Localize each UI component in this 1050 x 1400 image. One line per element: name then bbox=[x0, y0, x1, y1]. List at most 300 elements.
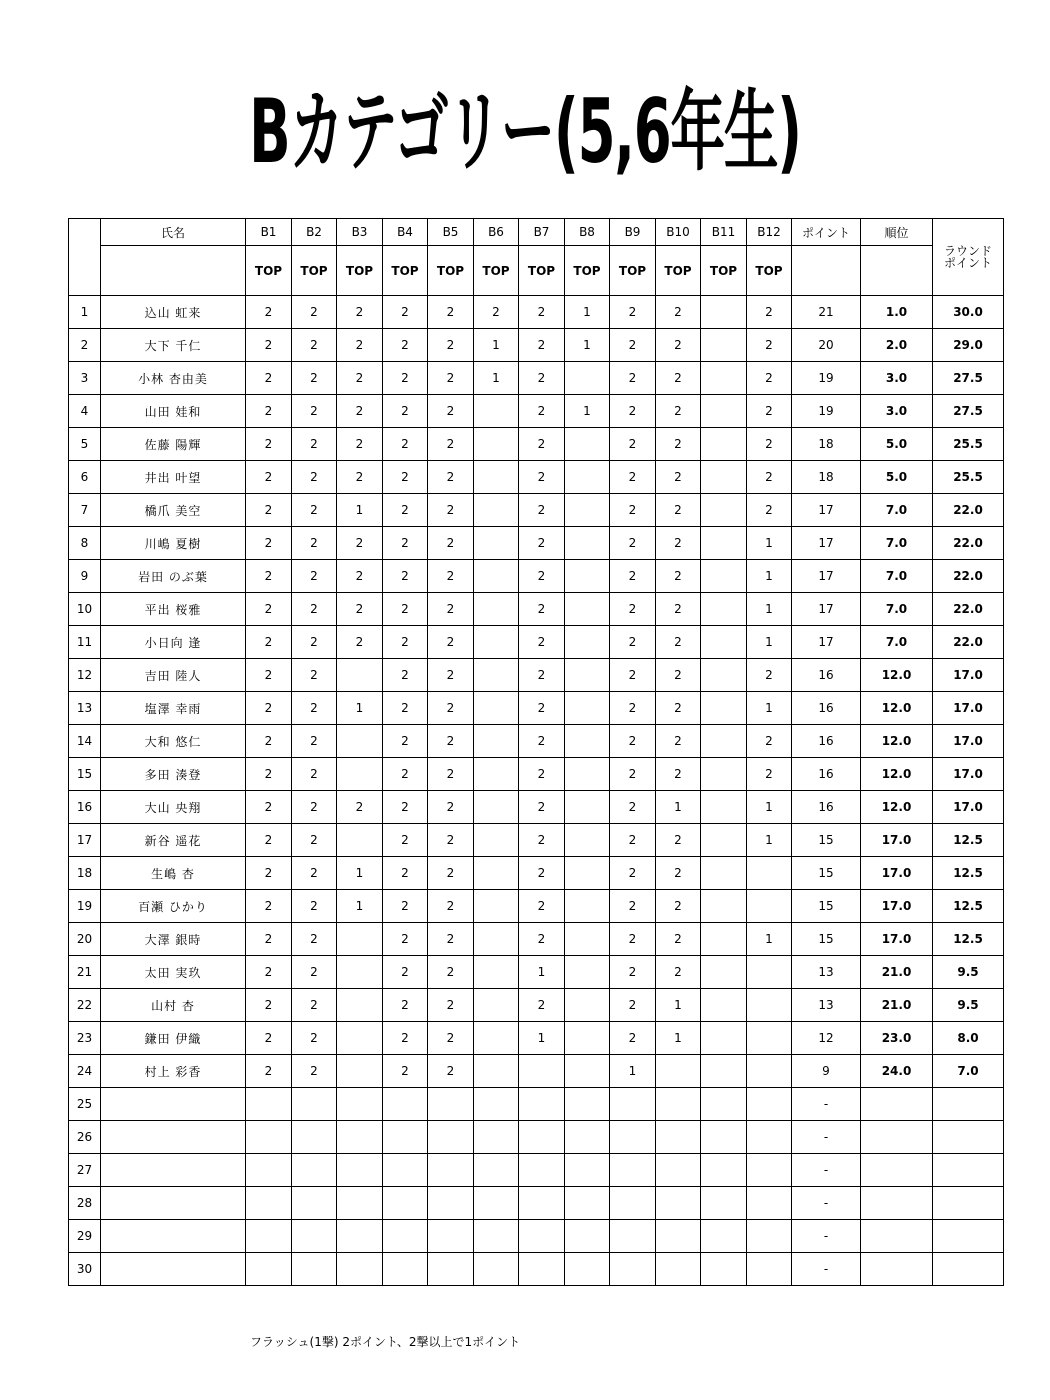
round-points-cell: 12.5 bbox=[933, 890, 1004, 923]
score-cell: 2 bbox=[610, 989, 656, 1022]
score-cell: 2 bbox=[656, 560, 701, 593]
header-points: ポイント bbox=[792, 219, 861, 246]
table-row bbox=[69, 1088, 1004, 1121]
round-points-cell bbox=[933, 1121, 1004, 1154]
score-cell bbox=[701, 1121, 747, 1154]
score-cell: 2 bbox=[656, 527, 701, 560]
climber-name: 大澤 銀時 bbox=[101, 923, 246, 956]
score-cell: 2 bbox=[747, 725, 792, 758]
score-cell: 2 bbox=[656, 725, 701, 758]
score-cell: 2 bbox=[610, 461, 656, 494]
score-cell: 2 bbox=[656, 692, 701, 725]
row-number: 22 bbox=[69, 989, 101, 1022]
score-cell bbox=[565, 1187, 610, 1220]
round-points-cell: 22.0 bbox=[933, 494, 1004, 527]
score-cell bbox=[474, 1187, 519, 1220]
points-cell: - bbox=[792, 1187, 861, 1220]
score-cell: 1 bbox=[337, 890, 383, 923]
score-cell bbox=[428, 1187, 474, 1220]
score-cell bbox=[383, 1154, 428, 1187]
points-cell: 17 bbox=[792, 494, 861, 527]
score-cell: 1 bbox=[519, 956, 565, 989]
score-cell bbox=[292, 1253, 337, 1286]
score-cell: 2 bbox=[337, 362, 383, 395]
row-number: 16 bbox=[69, 791, 101, 824]
score-cell bbox=[565, 626, 610, 659]
round-points-cell: 7.0 bbox=[933, 1055, 1004, 1088]
score-cell bbox=[474, 725, 519, 758]
score-cell: 2 bbox=[383, 758, 428, 791]
score-cell bbox=[747, 857, 792, 890]
climber-name: 山村 杏 bbox=[101, 989, 246, 1022]
header-round-points-line1: ラウンド bbox=[943, 244, 992, 258]
score-cell bbox=[565, 560, 610, 593]
score-cell bbox=[337, 1088, 383, 1121]
rank-cell bbox=[861, 1220, 933, 1253]
score-cell: 2 bbox=[292, 593, 337, 626]
score-cell: 2 bbox=[428, 758, 474, 791]
score-cell: 2 bbox=[428, 626, 474, 659]
row-number: 14 bbox=[69, 725, 101, 758]
score-cell: 2 bbox=[428, 428, 474, 461]
header-problem-b4: B4 bbox=[383, 219, 428, 246]
score-cell bbox=[246, 1187, 292, 1220]
rank-cell: 12.0 bbox=[861, 725, 933, 758]
score-cell: 2 bbox=[519, 461, 565, 494]
round-points-cell: 12.5 bbox=[933, 824, 1004, 857]
score-cell: 2 bbox=[246, 857, 292, 890]
score-cell bbox=[565, 857, 610, 890]
score-cell bbox=[701, 593, 747, 626]
score-cell bbox=[701, 758, 747, 791]
score-cell bbox=[246, 1154, 292, 1187]
score-cell: 2 bbox=[519, 725, 565, 758]
score-cell: 2 bbox=[292, 1022, 337, 1055]
score-cell: 2 bbox=[246, 395, 292, 428]
rank-cell: 21.0 bbox=[861, 989, 933, 1022]
score-cell: 2 bbox=[656, 923, 701, 956]
score-cell bbox=[701, 560, 747, 593]
round-points-cell: 27.5 bbox=[933, 362, 1004, 395]
score-cell bbox=[565, 1220, 610, 1253]
score-cell: 2 bbox=[428, 956, 474, 989]
round-points-cell bbox=[933, 1154, 1004, 1187]
score-cell: 2 bbox=[610, 362, 656, 395]
score-cell: 2 bbox=[519, 527, 565, 560]
score-cell: 1 bbox=[474, 329, 519, 362]
score-cell: 2 bbox=[292, 824, 337, 857]
score-cell: 2 bbox=[383, 791, 428, 824]
score-cell: 2 bbox=[246, 791, 292, 824]
table-row bbox=[69, 659, 1004, 692]
score-cell: 2 bbox=[519, 593, 565, 626]
score-cell bbox=[701, 1088, 747, 1121]
score-cell: 2 bbox=[292, 494, 337, 527]
points-cell: 17 bbox=[792, 560, 861, 593]
score-cell: 2 bbox=[246, 692, 292, 725]
score-cell: 1 bbox=[747, 626, 792, 659]
score-cell bbox=[747, 1220, 792, 1253]
score-cell bbox=[701, 1220, 747, 1253]
score-cell: 2 bbox=[292, 791, 337, 824]
score-cell bbox=[701, 1187, 747, 1220]
score-cell: 2 bbox=[292, 560, 337, 593]
score-cell bbox=[610, 1154, 656, 1187]
score-cell bbox=[474, 461, 519, 494]
score-cell: 2 bbox=[519, 989, 565, 1022]
round-points-cell: 17.0 bbox=[933, 791, 1004, 824]
score-cell: 2 bbox=[246, 1055, 292, 1088]
points-cell: 15 bbox=[792, 824, 861, 857]
score-cell: 2 bbox=[519, 758, 565, 791]
score-cell bbox=[565, 659, 610, 692]
climber-name: 大山 央翔 bbox=[101, 791, 246, 824]
score-cell: 2 bbox=[246, 725, 292, 758]
score-cell bbox=[701, 1055, 747, 1088]
score-cell: 2 bbox=[383, 1055, 428, 1088]
row-number: 8 bbox=[69, 527, 101, 560]
score-cell: 2 bbox=[246, 659, 292, 692]
score-cell: 2 bbox=[383, 527, 428, 560]
score-cell: 1 bbox=[747, 560, 792, 593]
score-cell bbox=[337, 758, 383, 791]
climber-name: 川嶋 夏樹 bbox=[101, 527, 246, 560]
score-cell: 2 bbox=[383, 296, 428, 329]
score-cell: 1 bbox=[747, 824, 792, 857]
score-cell: 2 bbox=[747, 659, 792, 692]
score-cell bbox=[565, 461, 610, 494]
score-cell bbox=[701, 956, 747, 989]
score-cell bbox=[337, 1154, 383, 1187]
score-cell bbox=[337, 989, 383, 1022]
table-row bbox=[69, 1187, 1004, 1220]
score-cell bbox=[656, 1220, 701, 1253]
score-cell bbox=[292, 1088, 337, 1121]
header-problem-b12: B12 bbox=[747, 219, 792, 246]
rank-cell: 12.0 bbox=[861, 791, 933, 824]
score-cell: 2 bbox=[246, 593, 292, 626]
row-number: 27 bbox=[69, 1154, 101, 1187]
points-cell: 21 bbox=[792, 296, 861, 329]
score-cell: 2 bbox=[383, 989, 428, 1022]
row-number: 12 bbox=[69, 659, 101, 692]
points-cell: 19 bbox=[792, 395, 861, 428]
climber-name: 吉田 陸人 bbox=[101, 659, 246, 692]
score-cell bbox=[701, 923, 747, 956]
row-number: 24 bbox=[69, 1055, 101, 1088]
score-cell: 2 bbox=[610, 659, 656, 692]
row-number: 21 bbox=[69, 956, 101, 989]
score-cell: 2 bbox=[428, 692, 474, 725]
score-cell: 1 bbox=[747, 593, 792, 626]
rank-cell: 17.0 bbox=[861, 857, 933, 890]
score-cell bbox=[747, 989, 792, 1022]
table-row bbox=[69, 857, 1004, 890]
score-cell bbox=[337, 1253, 383, 1286]
climber-name: 小日向 逢 bbox=[101, 626, 246, 659]
score-cell bbox=[474, 824, 519, 857]
score-cell: 2 bbox=[337, 527, 383, 560]
score-cell bbox=[474, 890, 519, 923]
score-cell bbox=[337, 725, 383, 758]
rank-cell: 17.0 bbox=[861, 890, 933, 923]
row-number: 20 bbox=[69, 923, 101, 956]
score-cell bbox=[337, 1121, 383, 1154]
score-cell bbox=[565, 1253, 610, 1286]
score-cell: 2 bbox=[428, 725, 474, 758]
score-cell: 2 bbox=[383, 428, 428, 461]
score-cell bbox=[474, 956, 519, 989]
score-cell: 2 bbox=[428, 824, 474, 857]
score-cell: 2 bbox=[656, 593, 701, 626]
score-cell bbox=[701, 791, 747, 824]
score-cell: 2 bbox=[610, 428, 656, 461]
score-cell bbox=[519, 1187, 565, 1220]
score-cell: 2 bbox=[610, 791, 656, 824]
climber-name: 山田 娃和 bbox=[101, 395, 246, 428]
score-cell bbox=[428, 1154, 474, 1187]
row-number: 23 bbox=[69, 1022, 101, 1055]
points-cell: 18 bbox=[792, 428, 861, 461]
score-cell: 2 bbox=[246, 824, 292, 857]
score-cell bbox=[246, 1088, 292, 1121]
score-cell bbox=[701, 296, 747, 329]
header-row-problems bbox=[69, 219, 1004, 246]
score-cell bbox=[565, 1055, 610, 1088]
score-cell: 2 bbox=[519, 428, 565, 461]
score-cell bbox=[747, 1121, 792, 1154]
score-cell: 2 bbox=[428, 659, 474, 692]
score-cell bbox=[701, 659, 747, 692]
score-cell bbox=[565, 593, 610, 626]
score-cell: 2 bbox=[246, 956, 292, 989]
score-cell: 2 bbox=[292, 329, 337, 362]
score-cell bbox=[565, 494, 610, 527]
header-top-b2: TOP bbox=[292, 246, 337, 296]
score-cell bbox=[656, 1055, 701, 1088]
rank-cell: 12.0 bbox=[861, 692, 933, 725]
score-cell: 2 bbox=[610, 395, 656, 428]
score-cell: 1 bbox=[565, 395, 610, 428]
score-cell bbox=[474, 626, 519, 659]
row-number: 19 bbox=[69, 890, 101, 923]
points-cell: 13 bbox=[792, 989, 861, 1022]
climber-name: 太田 実玖 bbox=[101, 956, 246, 989]
score-cell: 2 bbox=[292, 956, 337, 989]
header-problem-b7: B7 bbox=[519, 219, 565, 246]
row-number: 6 bbox=[69, 461, 101, 494]
score-cell bbox=[610, 1253, 656, 1286]
table-row bbox=[69, 890, 1004, 923]
score-cell: 1 bbox=[656, 1022, 701, 1055]
header-top-b7: TOP bbox=[519, 246, 565, 296]
score-cell: 2 bbox=[337, 329, 383, 362]
rank-cell bbox=[861, 1154, 933, 1187]
score-cell bbox=[474, 1154, 519, 1187]
score-cell bbox=[519, 1154, 565, 1187]
climber-name: 小林 杏由美 bbox=[101, 362, 246, 395]
rank-cell bbox=[861, 1253, 933, 1286]
score-cell: 1 bbox=[656, 791, 701, 824]
score-cell: 1 bbox=[337, 494, 383, 527]
climber-name bbox=[101, 1121, 246, 1154]
score-cell: 2 bbox=[610, 1022, 656, 1055]
points-cell: - bbox=[792, 1088, 861, 1121]
header-top-b6: TOP bbox=[474, 246, 519, 296]
score-cell: 2 bbox=[383, 395, 428, 428]
points-cell: - bbox=[792, 1253, 861, 1286]
score-cell: 2 bbox=[656, 824, 701, 857]
score-cell: 2 bbox=[383, 956, 428, 989]
table-row bbox=[69, 560, 1004, 593]
rank-cell: 7.0 bbox=[861, 527, 933, 560]
round-points-cell: 9.5 bbox=[933, 956, 1004, 989]
score-cell: 2 bbox=[428, 989, 474, 1022]
points-cell: 17 bbox=[792, 593, 861, 626]
score-cell: 1 bbox=[747, 791, 792, 824]
score-cell bbox=[656, 1253, 701, 1286]
row-number: 7 bbox=[69, 494, 101, 527]
table-row bbox=[69, 824, 1004, 857]
points-cell: 15 bbox=[792, 857, 861, 890]
score-cell: 1 bbox=[747, 692, 792, 725]
score-cell bbox=[747, 1187, 792, 1220]
table-row bbox=[69, 1253, 1004, 1286]
score-cell: 2 bbox=[292, 659, 337, 692]
climber-name: 岩田 のぶ葉 bbox=[101, 560, 246, 593]
score-cell bbox=[565, 428, 610, 461]
score-cell: 2 bbox=[519, 824, 565, 857]
score-cell: 2 bbox=[383, 329, 428, 362]
climber-name: 鎌田 伊織 bbox=[101, 1022, 246, 1055]
score-cell: 2 bbox=[656, 395, 701, 428]
climber-name bbox=[101, 1088, 246, 1121]
score-cell: 2 bbox=[519, 890, 565, 923]
score-cell: 2 bbox=[383, 461, 428, 494]
score-cell: 2 bbox=[337, 428, 383, 461]
rank-cell: 5.0 bbox=[861, 428, 933, 461]
score-cell bbox=[747, 956, 792, 989]
round-points-cell: 17.0 bbox=[933, 758, 1004, 791]
score-cell bbox=[337, 923, 383, 956]
score-cell: 2 bbox=[292, 890, 337, 923]
score-cell: 2 bbox=[337, 791, 383, 824]
row-number: 15 bbox=[69, 758, 101, 791]
climber-name: 佐藤 陽輝 bbox=[101, 428, 246, 461]
score-cell: 2 bbox=[656, 659, 701, 692]
header-problem-b2: B2 bbox=[292, 219, 337, 246]
score-cell: 2 bbox=[383, 560, 428, 593]
score-cell: 2 bbox=[246, 890, 292, 923]
table-row bbox=[69, 329, 1004, 362]
score-cell bbox=[246, 1253, 292, 1286]
score-cell: 2 bbox=[428, 593, 474, 626]
header-name-blank bbox=[101, 246, 246, 296]
score-cell: 2 bbox=[519, 692, 565, 725]
round-points-cell: 30.0 bbox=[933, 296, 1004, 329]
score-cell bbox=[701, 494, 747, 527]
climber-name: 生嶋 杏 bbox=[101, 857, 246, 890]
round-points-cell: 25.5 bbox=[933, 428, 1004, 461]
score-cell bbox=[337, 956, 383, 989]
points-cell: 9 bbox=[792, 1055, 861, 1088]
score-cell bbox=[474, 758, 519, 791]
score-cell: 2 bbox=[292, 395, 337, 428]
row-number: 5 bbox=[69, 428, 101, 461]
score-cell: 2 bbox=[610, 956, 656, 989]
score-cell: 2 bbox=[246, 329, 292, 362]
score-cell: 2 bbox=[383, 725, 428, 758]
score-cell: 2 bbox=[474, 296, 519, 329]
score-cell: 2 bbox=[656, 461, 701, 494]
score-cell: 2 bbox=[246, 1022, 292, 1055]
round-points-cell bbox=[933, 1187, 1004, 1220]
score-cell: 2 bbox=[519, 626, 565, 659]
score-cell bbox=[565, 956, 610, 989]
rank-cell: 24.0 bbox=[861, 1055, 933, 1088]
score-cell bbox=[474, 1088, 519, 1121]
points-cell: 13 bbox=[792, 956, 861, 989]
table-row bbox=[69, 956, 1004, 989]
score-cell bbox=[747, 1154, 792, 1187]
score-cell bbox=[701, 329, 747, 362]
score-cell bbox=[610, 1121, 656, 1154]
score-cell: 2 bbox=[428, 890, 474, 923]
score-cell: 2 bbox=[292, 725, 337, 758]
score-cell bbox=[701, 461, 747, 494]
table-row bbox=[69, 296, 1004, 329]
score-cell bbox=[337, 824, 383, 857]
score-cell bbox=[474, 395, 519, 428]
table-body bbox=[69, 219, 1004, 1286]
header-top-b1: TOP bbox=[246, 246, 292, 296]
climber-name: 井出 叶望 bbox=[101, 461, 246, 494]
score-cell bbox=[519, 1055, 565, 1088]
score-cell: 2 bbox=[610, 626, 656, 659]
score-cell bbox=[337, 659, 383, 692]
score-cell bbox=[519, 1121, 565, 1154]
score-cell: 2 bbox=[747, 428, 792, 461]
page-title: Bカテゴリー(5,6年生) bbox=[249, 80, 801, 183]
header-problem-b1: B1 bbox=[246, 219, 292, 246]
score-cell bbox=[428, 1253, 474, 1286]
table-row bbox=[69, 461, 1004, 494]
climber-name: 平出 桜雅 bbox=[101, 593, 246, 626]
header-top-b4: TOP bbox=[383, 246, 428, 296]
row-number: 13 bbox=[69, 692, 101, 725]
score-cell: 2 bbox=[246, 494, 292, 527]
header-top-b3: TOP bbox=[337, 246, 383, 296]
score-cell: 2 bbox=[519, 857, 565, 890]
climber-name: 新谷 遥花 bbox=[101, 824, 246, 857]
score-cell: 1 bbox=[519, 1022, 565, 1055]
score-cell: 2 bbox=[246, 527, 292, 560]
score-cell bbox=[701, 626, 747, 659]
points-cell: - bbox=[792, 1121, 861, 1154]
points-cell: 19 bbox=[792, 362, 861, 395]
rank-cell: 17.0 bbox=[861, 923, 933, 956]
rank-cell: 7.0 bbox=[861, 626, 933, 659]
score-cell: 2 bbox=[337, 461, 383, 494]
score-cell bbox=[474, 1253, 519, 1286]
score-cell: 2 bbox=[292, 923, 337, 956]
table-row bbox=[69, 626, 1004, 659]
score-cell: 2 bbox=[428, 461, 474, 494]
score-cell bbox=[474, 1121, 519, 1154]
score-cell: 1 bbox=[565, 296, 610, 329]
table-row bbox=[69, 1220, 1004, 1253]
score-cell: 2 bbox=[292, 626, 337, 659]
